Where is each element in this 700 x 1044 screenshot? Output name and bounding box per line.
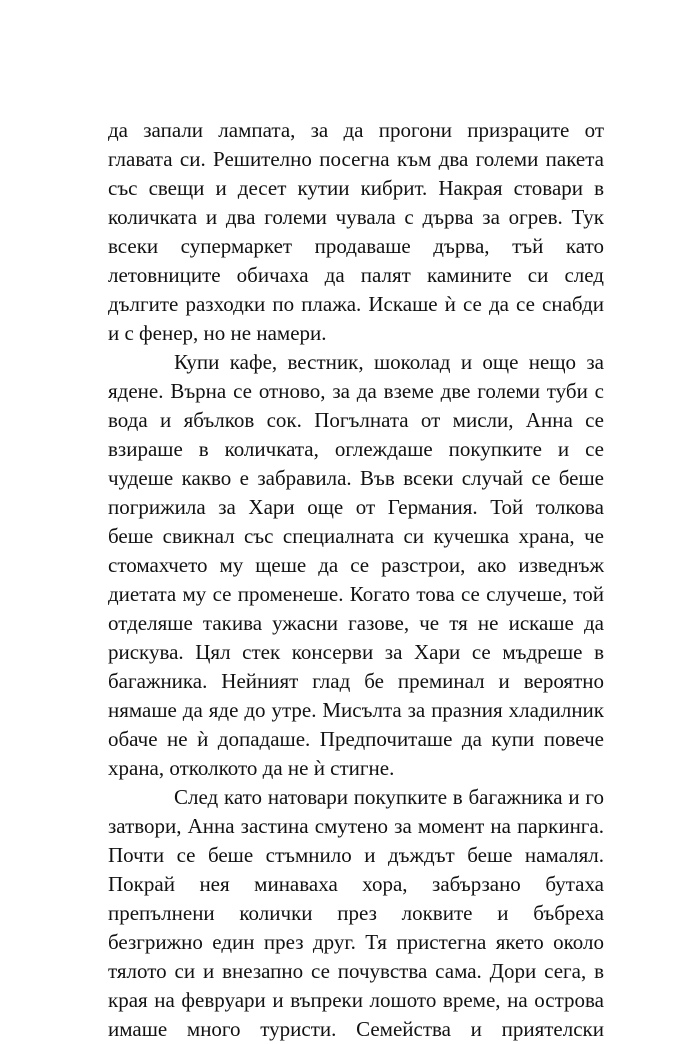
- text-line: всеки супермаркет продаваше дърва, тъй като: [108, 234, 604, 258]
- text-line: ядене. Върна се отново, за да вземе две големи туби с: [108, 379, 604, 403]
- text-line: погрижила за Хари още от Германия. Той толкова: [108, 495, 604, 519]
- paragraph: [108, 116, 604, 348]
- text-line: края на февруари и въпреки лошото време, на острова: [108, 988, 604, 1012]
- text-line: диетата му се променеше. Когато това се случеше, той: [108, 582, 604, 606]
- text-line: стомахчето му щеше да се разстрои, ако изведнъж: [108, 553, 604, 577]
- paragraph: [108, 783, 604, 1044]
- text-line: и с фенер, но не намери.: [108, 321, 327, 345]
- text-line: отделяше такива ужасни газове, че тя не искаше да: [108, 611, 604, 635]
- text-line: рискува. Цял стек консерви за Хари се мъдреше в: [108, 640, 604, 664]
- text-line: нямаше да яде до утре. Мисълта за празния хладилник: [108, 698, 604, 722]
- text-line: да запали лампата, за да прогони призраците от: [108, 118, 604, 142]
- text-line: беше свикнал със специалната си кучешка храна, че: [108, 524, 604, 548]
- text-line: храна, отколкото да не ѝ стигне.: [108, 756, 395, 780]
- text-line: багажника. Нейният глад бе преминал и вероятно: [108, 669, 604, 693]
- text-line: главата си. Решително посегна към два големи пакета: [108, 147, 604, 171]
- text-line: взираше в количката, оглеждаше покупките и се: [108, 437, 604, 461]
- text-line: дългите разходки по плажа. Искаше ѝ се да се снабди: [108, 292, 604, 316]
- text-line: чудеше какво е забравила. Във всеки случай се беше: [108, 466, 604, 490]
- page-text: [108, 116, 604, 1044]
- text-line: Покрай нея минаваха хора, забързано бутаха: [108, 872, 604, 896]
- text-line: количката и два големи чувала с дърва за огрев. Тук: [108, 205, 604, 229]
- paragraph: [108, 348, 604, 783]
- text-line: вода и ябълков сок. Погълната от мисли, Анна се: [108, 408, 604, 432]
- text-line: обаче не ѝ допадаше. Предпочиташе да купи повече: [108, 727, 604, 751]
- text-line: Почти се беше стъмнило и дъждът беше намалял.: [108, 843, 604, 867]
- text-line: със свещи и десет кутии кибрит. Накрая стовари в: [108, 176, 604, 200]
- text-line: летовниците обичаха да палят камините си след: [108, 263, 604, 287]
- text-line: безгрижно един през друг. Тя пристегна якето около: [108, 930, 604, 954]
- text-line: препълнени колички през локвите и бъбреха: [108, 901, 604, 925]
- text-line: тялото си и внезапно се почувства сама. Дори сега, в: [108, 959, 604, 983]
- text-line: След като натовари покупките в багажника и го: [174, 785, 604, 809]
- text-line: Купи кафе, вестник, шоколад и още нещо за: [174, 350, 604, 374]
- text-line: затвори, Анна застина смутено за момент на паркинга.: [108, 814, 604, 838]
- text-line: имаше много туристи. Семейства и приятелски: [108, 1017, 604, 1041]
